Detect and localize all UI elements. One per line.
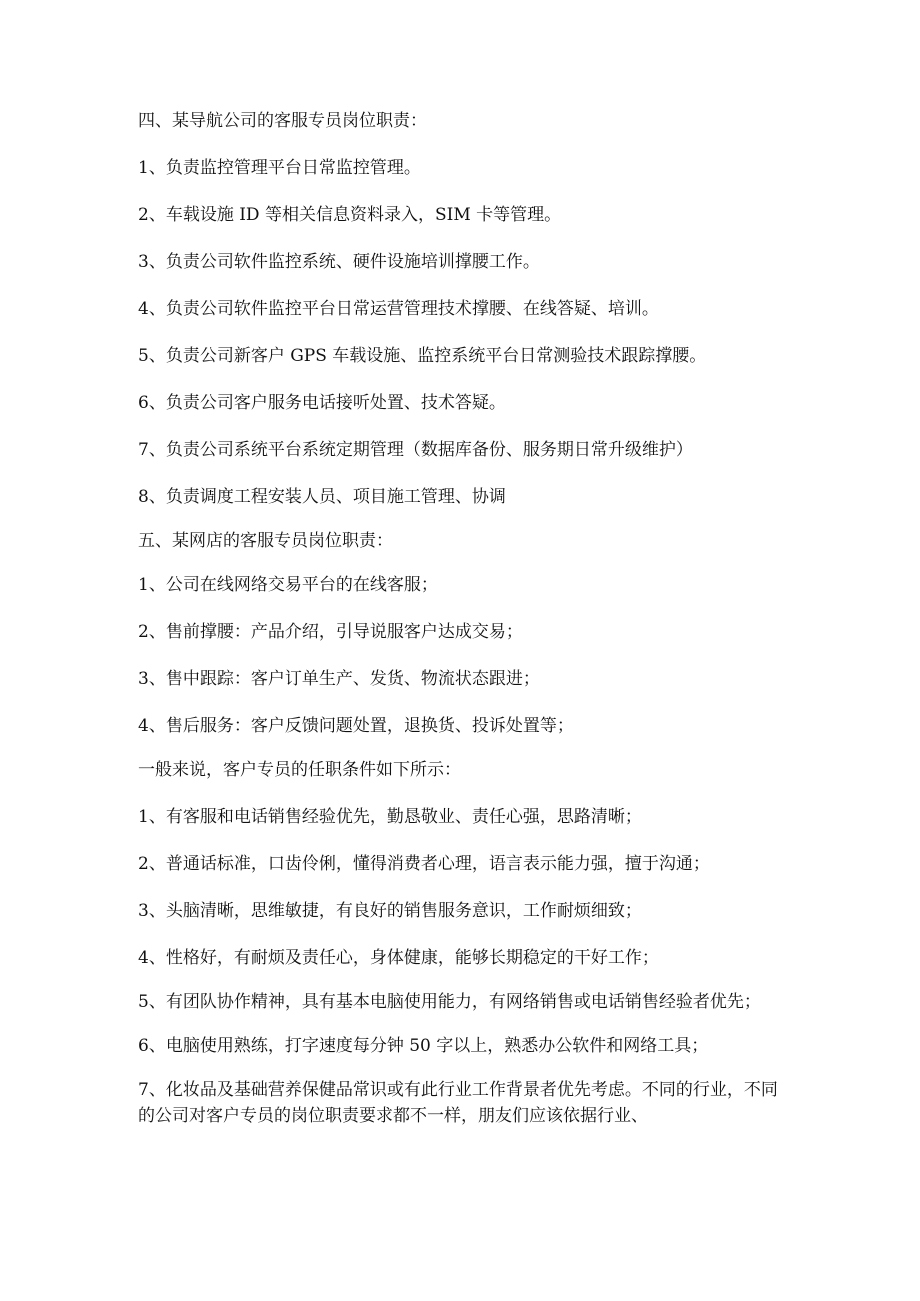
section-heading-navigation: 四、某导航公司的客服专员岗位职责： [138,111,427,131]
requirement-5: 5、有团队协作精神，具有基本电脑使用能力，有网络销售或电话销售经验者优先； [138,992,761,1012]
store-duty-4: 4、售后服务：客户反馈问题处置，退换货、投诉处置等； [138,716,574,736]
nav-duty-1: 1、负责监控管理平台日常监控管理。 [138,158,421,178]
section-heading-online-store: 五、某网店的客服专员岗位职责： [138,531,393,551]
requirement-6: 6、电脑使用熟练，打字速度每分钟 50 字以上，熟悉办公软件和网络工具； [138,1036,709,1056]
store-duty-3: 3、售中跟踪：客户订单生产、发货、物流状态跟进； [138,669,540,689]
nav-duty-6: 6、负责公司客户服务电话接听处置、技术答疑。 [138,393,506,413]
document-body [138,108,788,1129]
requirement-1: 1、有客服和电话销售经验优先，勤恳敬业、责任心强，思路清晰； [138,807,642,827]
requirement-4: 4、性格好，有耐烦及责任心，身体健康，能够长期稳定的干好工作； [138,948,659,968]
requirement-3: 3、头脑清晰，思维敏捷，有良好的销售服务意识，工作耐烦细致； [138,901,642,921]
nav-duty-3: 3、负责公司软件监控系统、硬件设施培训撑腰工作。 [138,252,540,272]
nav-duty-8: 8、负责调度工程安装人员、项目施工管理、协调 [138,487,506,507]
nav-duty-5: 5、负责公司新客户 GPS 车载设施、监控系统平台日常测验技术跟踪撑腰。 [138,346,707,366]
nav-duty-7: 7、负责公司系统平台系统定期管理（数据库备份、服务期日常升级维护） [138,440,693,460]
section-heading-requirements: 一般来说，客户专员的任职条件如下所示： [138,760,461,780]
store-duty-2: 2、售前撑腰：产品介绍，引导说服客户达成交易； [138,622,523,642]
nav-duty-4: 4、负责公司软件监控平台日常运营管理技术撑腰、在线答疑、培训。 [138,299,659,319]
store-duty-1: 1、公司在线网络交易平台的在线客服； [138,575,438,595]
requirement-7: 7、化妆品及基础营养保健品常识或有此行业工作背景者优先考虑。不同的行业，不同的公司对客户专员的岗位职责要求都不一样，朋友们应该依据行业、 [138,1080,778,1126]
requirement-2: 2、普通话标准，口齿伶俐，懂得消费者心理，语言表示能力强，擅于沟通； [138,854,710,874]
nav-duty-2: 2、车载设施 ID 等相关信息资料录入，SIM 卡等管理。 [138,205,562,225]
